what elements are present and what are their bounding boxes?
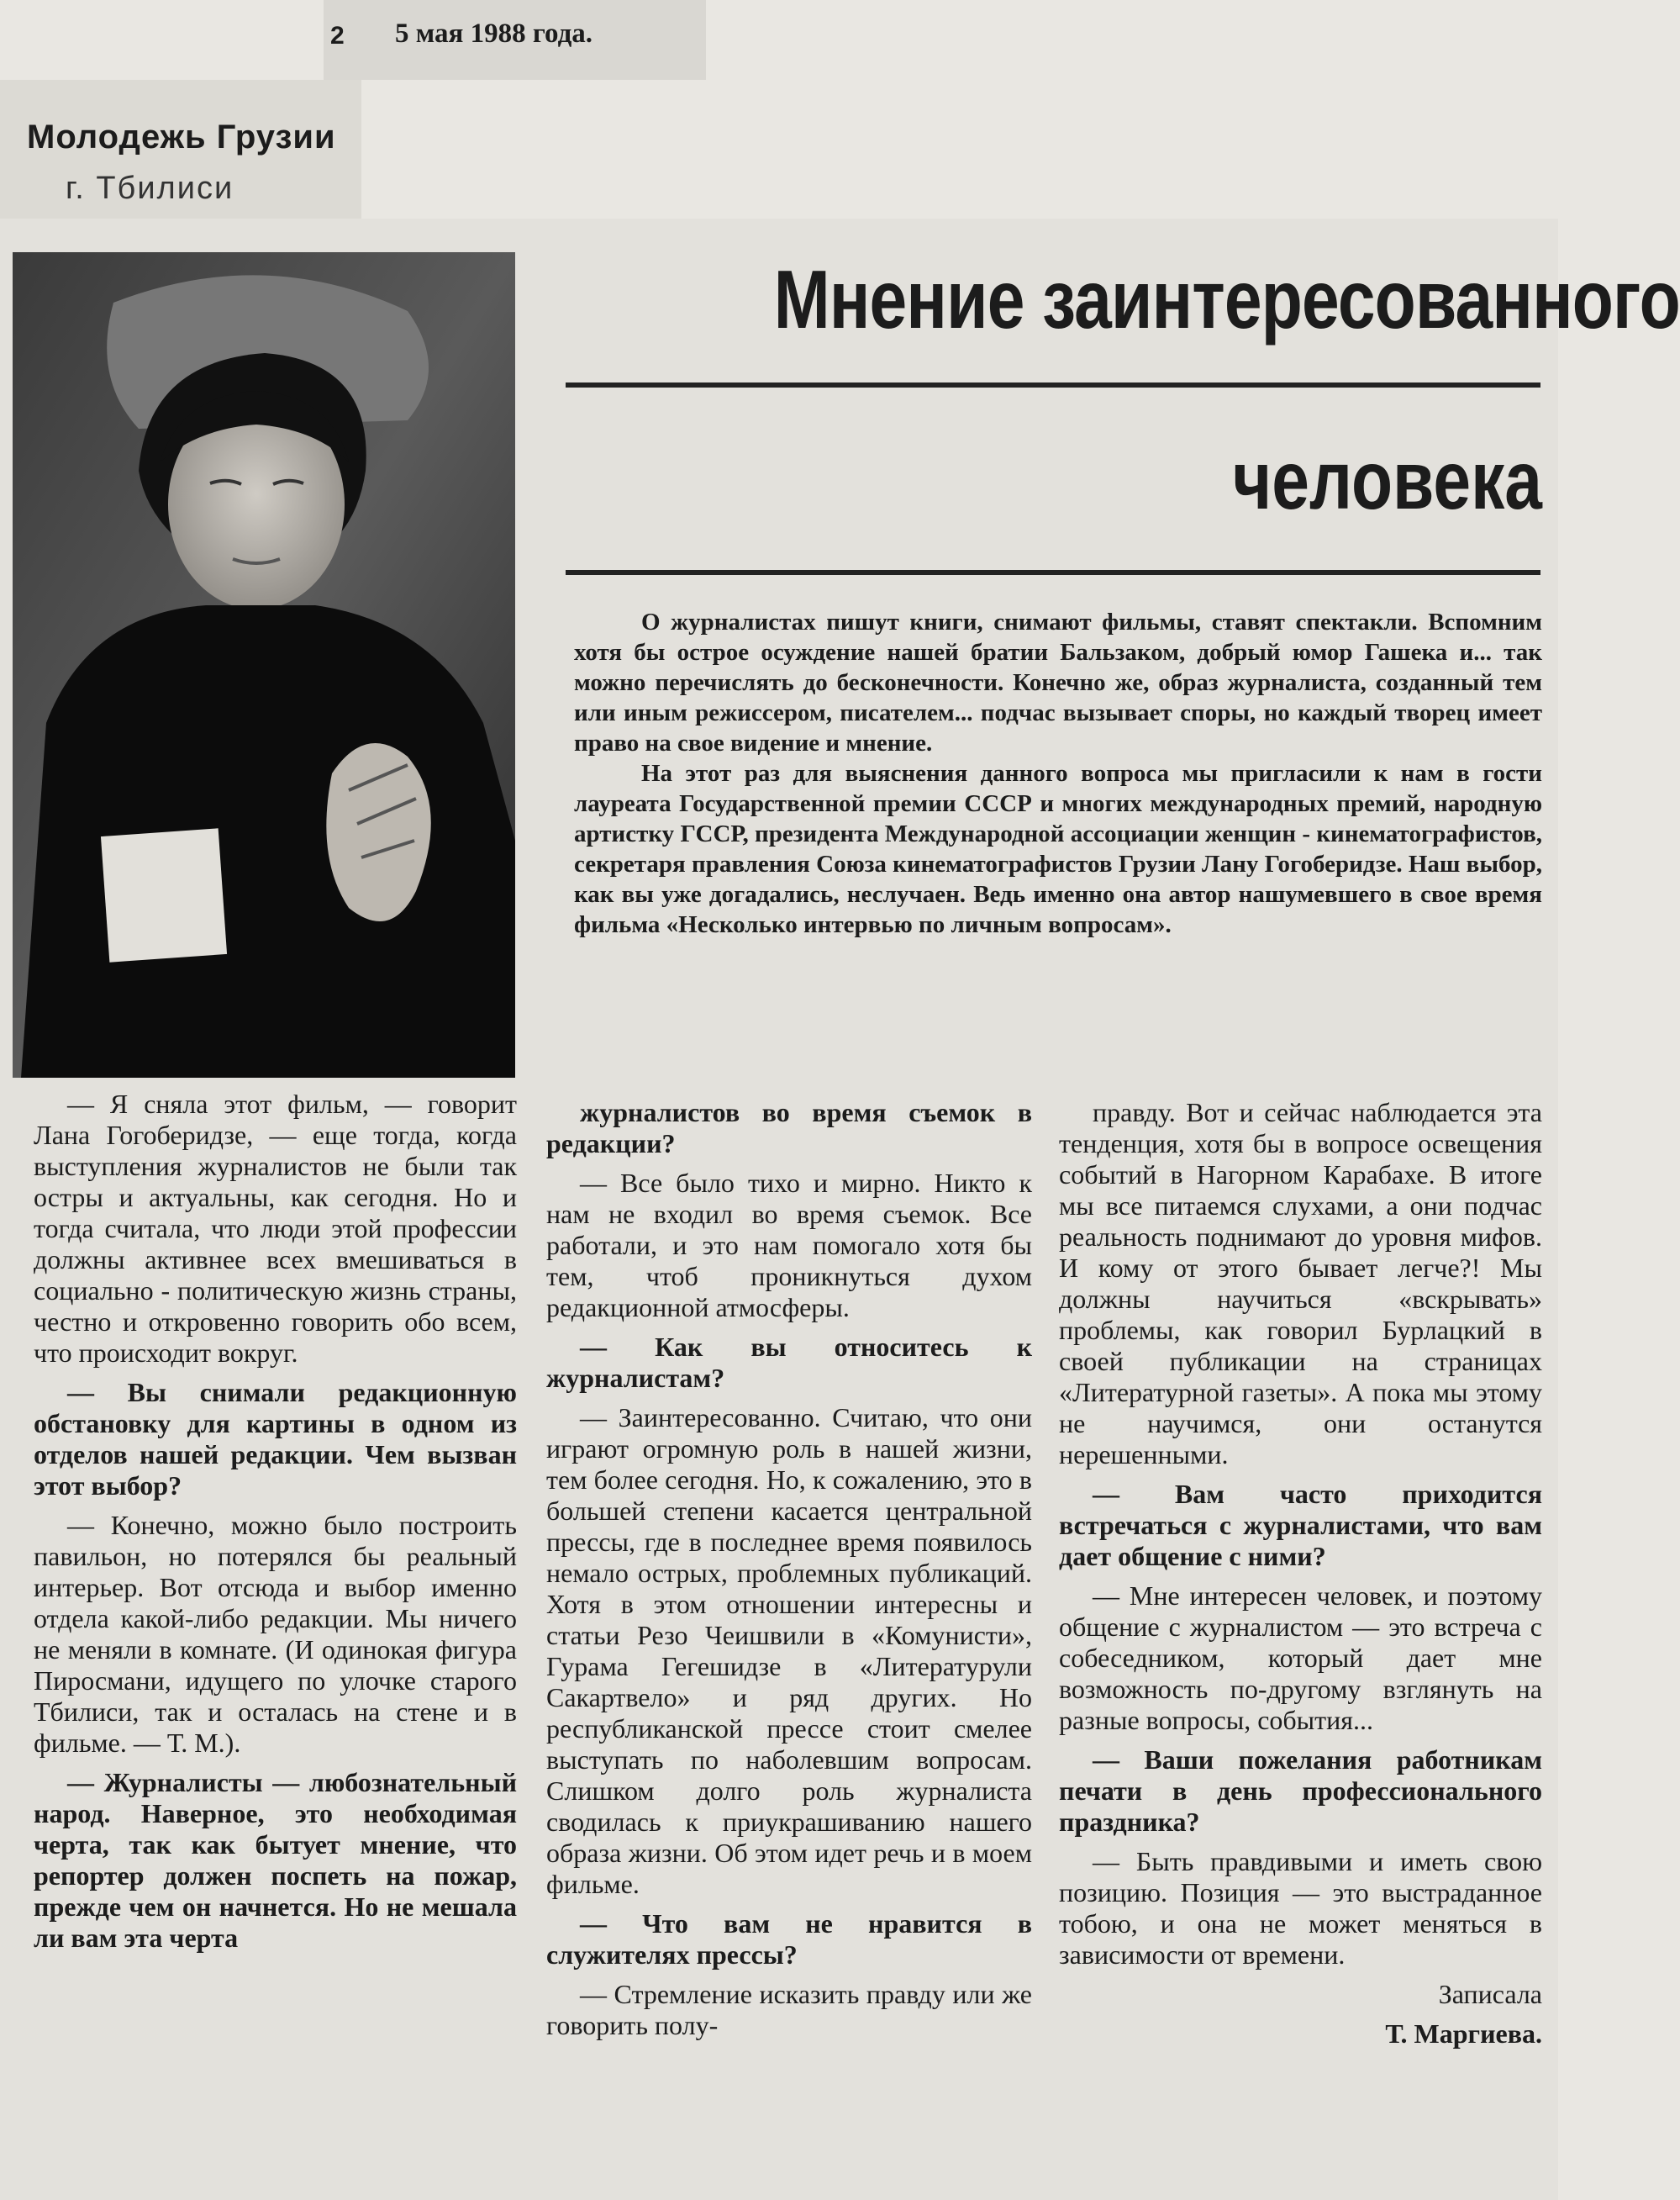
interview-question: — Как вы относитесь к журналистам? [546,1332,1032,1393]
interview-answer: — Быть правдивыми и иметь свою позицию. Позиция — это выстраданное тобою, и она не может меняться в зависимости от времени. [1059,1846,1542,1970]
lead-paragraph-2: На этот раз для выяснения данного вопроса мы пригласили к нам в гости лауреата Государственной премии СССР и многих международных премий, народную артистку ГССР, президента Международной ассоциации женщин - кинематографистов, секретаря правления Союза кинематографистов Грузии Лану Гогоберидзе. Наш выбор, как вы уже догадались, неслучаен. Ведь именно она автор нашумевшего в свое время фильма «Несколько интервью по личным вопросам». [574,760,1542,938]
stamp-city: г. Тбилиси [66,171,234,206]
interview-question: — Журналисты — любознательный народ. Наверное, это необходимая черта, так как бытует мнение, что репортер должен поспеть на пожар, прежде чем он начнется. Но не мешала ли вам эта черта [34,1767,517,1953]
interview-question: — Вам часто приходится встречаться с журналистами, что вам дает общение с ними? [1059,1479,1542,1571]
interview-answer: — Все было тихо и мирно. Никто к нам не входил во время съемок. Все работали, и это нам помогало хотя бы тем, чтоб проникнуться духом редакционной атмосферы. [546,1168,1032,1322]
article-title-line1: Мнение заинтересованного [773,253,1680,346]
text-column-1 [34,1089,517,1962]
text-column-3 [1059,1097,1542,2058]
text-column-2 [546,1097,1032,2050]
interview-answer: — Конечно, можно было построить павильон, но потерялся бы реальный интерьер. Вот отсюда и выбор именно отдела какой-либо редакции. Мы ничего не меняли в комнате. (И одинокая фигура Пиросмани, идущего по улочке старого Тбилиси, так и осталась на стене и в фильме. — Т. М.). [34,1510,517,1758]
title-rule-top [566,382,1540,388]
interview-question: — Ваши пожелания работникам печати в день профессионального праздника? [1059,1744,1542,1837]
title-rule-bottom [566,570,1540,575]
interview-answer: — Мне интересен человек, и поэтому общение с журналистом — это встреча с собеседником, который дает мне возможность по-другому взглянуть на разные вопросы, события... [1059,1580,1542,1735]
interview-answer: — Заинтересованно. Считаю, что они играют огромную роль в нашей жизни, тем более сегодня. Но, к сожалению, это в большей степени касается центральной прессы, где в последнее время появилось немало острых, проблемных публикаций. Хотя в этом отношении интересны и статьи Резо Чеишвили в «Комунисти», Гурама Гегешидзе в «Литературули Сакартвело» и ряд других. Но республиканской прессе стоит смелее выступать по наболевшим вопросам. Слишком долго роль журналиста сводилась к приукрашиванию нашего образа жизни. Об этом идет речь и в моем фильме. [546,1402,1032,1899]
article-title-line2: человека [1232,434,1542,526]
issue-date: 5 мая 1988 года. [395,18,593,49]
signature-name: Т. Маргиева. [1385,2018,1542,2049]
interview-question: — Вы снимали редакционную обстановку для картины в одном из отделов нашей редакции. Чем вызван этот выбор? [34,1377,517,1501]
interview-question: журналистов во время съемок в редакции? [546,1097,1032,1158]
interview-question: — Что вам не нравится в служителях прессы? [546,1908,1032,1970]
interview-answer: правду. Вот и сейчас наблюдается эта тенденция, хотя бы в вопросе освещения событий в Нагорном Карабахе. В итоге мы все питаемся слухами, а они подчас реальность поднимают до уровня мифов. И кому от этого бывает легче?! Мы должны научиться «вскрывать» проблемы, как говорил Бурлацкий в своей публикации на страницах «Литературной газеты». А пока мы этому не научимся, они останутся нерешенными. [1059,1097,1542,1469]
portrait-photo [13,252,515,1078]
signature-label: Записала [1438,1979,1542,2009]
interview-answer: — Я сняла этот фильм, — говорит Лана Гогоберидзе, — еще тогда, когда выступления журналистов не были так остры и актуальны, как сегодня. Но и тогда считала, что люди этой профессии должны активнее всех вмешиваться в социально - политическую жизнь страны, честно и откровенно говорить обо всем, что происходит вокруг. [34,1089,517,1368]
stamp-publication: Молодежь Грузии [27,119,336,156]
page-number: 2 [330,22,345,50]
interview-answer: — Стремление исказить правду или же говорить полу- [546,1979,1032,2040]
lead-paragraph-1: О журналистах пишут книги, снимают фильмы, ставят спектакли. Вспомним хотя бы острое осуждение нашей братии Бальзаком, добрый юмор Гашека и... так можно перечислять до бесконечности. Конечно же, образ журналиста, созданный тем или иным режиссером, писателем... подчас вызывает споры, но каждый творец имеет право на свое видение и мнение. [574,609,1542,757]
source-stamp [0,80,361,219]
article-lead [574,607,1542,940]
date-strip [324,0,706,80]
